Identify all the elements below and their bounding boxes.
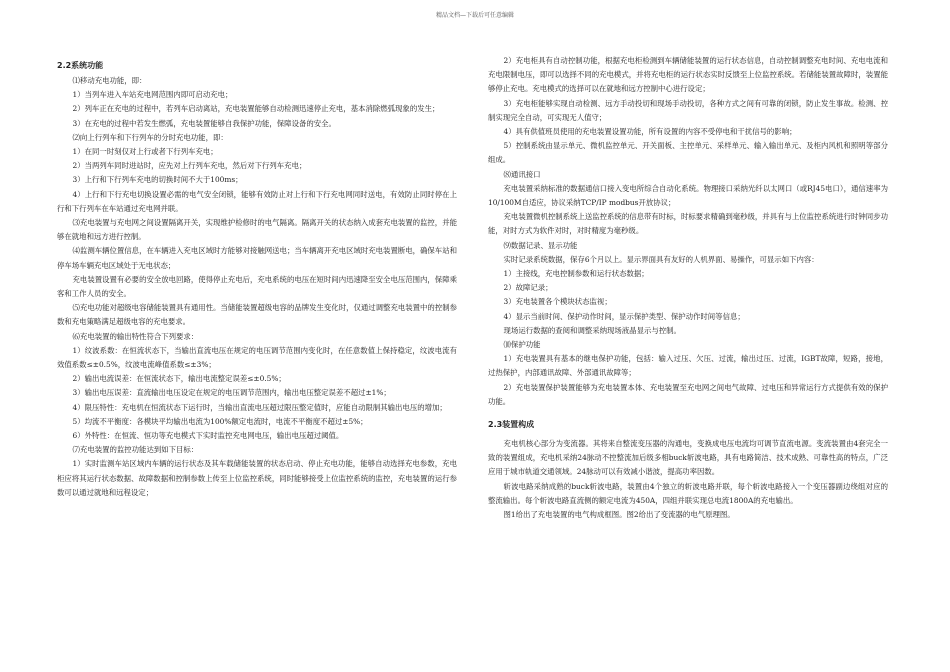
paragraph: 现场运行数据的查阅和调整采纳现场液晶显示与控制。 — [503, 325, 681, 335]
paragraph: ⑵向上行列车和下行列车的分时充电功能，即： — [72, 132, 228, 142]
paragraph: 3）在充电的过程中若发生燃弧，充电装置能够自我保护功能，保障设备的安全。 — [72, 118, 336, 128]
paragraph: 斩波电路采纳成熟的buck斩波电路，装置由4个独立的斩波电路并联，每个斩波电路接入一个变压器副边绕组对应的整流输出。每个斩波电路直流侧的额定电流为450A，四组并联实现总电流1800A的充电输出。 — [488, 481, 888, 505]
paragraph: 图1给出了充电装置的电气构成框图。图2给出了变流器的电气原理图。 — [503, 510, 735, 520]
paragraph: 3）输出电压误差：直流输出电压设定在规定的电压调节范围内，输出电压整定误差不超过±1%； — [72, 388, 391, 398]
paragraph: 2）输出电流误差：在恒流状态下，输出电流整定误差≤±0.5%； — [72, 374, 286, 384]
paragraph: ⑺充电装置的监控功能达到如下目标： — [72, 445, 199, 455]
paragraph: 5）控制系统由显示单元、微机监控单元、开关面板、主控单元、采样单元、输入输出单元、及柜内风机和照明等部分组成。 — [488, 141, 888, 165]
paragraph: 2）充电装置保护装置能够为充电装置本体、充电装置至充电网之间电气故障、过电压和异常运行方式提供有效的保护功能。 — [488, 382, 888, 406]
paragraph: 1）当列车进入车站充电网范围内即可启动充电； — [72, 90, 233, 100]
paragraph: 充电装置微机控制系统上送监控系统的信息带有时标，时标要求精确到毫秒级，并具有与上位监控系统进行时钟同步功能，对时方式为软件对时，对时精度为毫秒级。 — [488, 212, 888, 236]
left-column — [57, 58, 457, 500]
paragraph: ⑶充电装置与充电网之间设置隔离开关，实现维护检修时的电气隔离。隔离开关的状态纳入成套充电装置的监控，并能够在就地和远方进行控制。 — [57, 218, 457, 242]
paragraph: ⑼数据记录、显示功能 — [503, 240, 578, 250]
page-header: 精品文档—下载后可任意编辑 — [435, 12, 514, 19]
paragraph: 充电机核心部分为变流器。其将来自整流变压器的沟通电，变换成电压电流均可调节直流电源。变流装置由4套完全一致的装置组成，充电机采纳24脉动不控整流加后级多相buck斩波电路，具有电路简洁、技术成熟、可靠性高的特点，广泛应用于城市轨道交通领域。24脉动可以有效减小谐波，提高功率因数。 — [488, 439, 888, 477]
paragraph: 充电装置设置有必要的安全放电回路，使得停止充电后，充电系统的电压在短时间内迅速降至安全电压范围内，保障乘客和工作人员的安全。 — [57, 274, 457, 299]
paragraph: ⑷监测车辆位置信息，在车辆进入充电区域时方能够对接触网送电；当车辆离开充电区域时充电装置断电，确保车站和停车场车辆充电区域处于无电状态； — [57, 246, 457, 270]
paragraph: ⑻通讯接口 — [503, 169, 541, 179]
paragraph: 4）上行和下行充电切换设置必需的电气安全闭锁，能够有效防止对上行和下行充电网同时送电，有效防止同时停在上行和下行列车在车站通过充电网并联。 — [57, 189, 457, 213]
paragraph: 1）充电装置具有基本的继电保护功能，包括：输入过压、欠压、过流，输出过压、过流，IGBT故障，短路，接地，过热保护，内部通讯故障、外部通讯故障等； — [488, 354, 888, 378]
paragraph: 6）外特性：在恒流、恒功等充电模式下实时监控充电网电压，输出电压超过阈值。 — [72, 431, 344, 441]
paragraph: 充电装置采纳标准的数据通信口接入变电所综合自动化系统。物理接口采纳光纤以太网口（或RJ45电口），通信速率为10/100M自适应，协议采纳TCP/IP modbus开放协议； — [488, 183, 888, 208]
paragraph: 2）故障记录； — [503, 283, 553, 293]
paragraph: ⑹充电装置的输出特性符合下列要求： — [72, 331, 199, 341]
paragraph: 4）限压特性：充电机在恒流状态下运行时，当输出直流电压超过限压整定值时，应能自动限制其输出电压的增加； — [72, 402, 447, 412]
paragraph: 2）当两列车同时进站时，应先对上行列车充电，然后对下行列车充电； — [72, 161, 307, 171]
paragraph: 1）在同一时刻仅对上行或者下行列车充电； — [72, 147, 218, 157]
paragraph: 3）上行和下行列车充电的切换时间不大于100ms； — [72, 175, 243, 185]
right-column — [488, 54, 888, 522]
paragraph: ⑴移动充电功能，即： — [72, 76, 147, 85]
paragraph: 3）充电装置各个模块状态监视； — [503, 297, 612, 307]
section-heading-device-composition: 2.3装置构成 — [488, 420, 535, 430]
paragraph: 3）充电柜能够实现自动检测、远方手动投切和现场手动投切，各种方式之间有可靠的闭锁，防止发生事故。检测、控制实现完全自动，可实现无人值守； — [488, 98, 888, 122]
paragraph: 2）列车正在充电的过程中，若列车启动离站，充电装置能够自动检测迅速停止充电，基本消除燃弧现象的发生； — [72, 104, 440, 114]
section-heading-system-functions: 2.2系统功能 — [57, 61, 104, 70]
paragraph: 实时记录系统数据，保存6个月以上。显示界面具有友好的人机界面、易操作，可显示如下内容： — [503, 254, 819, 264]
paragraph: 2）充电柜具有自动控制功能，根据充电柜检测到车辆储能装置的运行状态信息，自动控制调整充电时间、充电电流和充电限制电压，即可以选择不同的充电模式，并将充电柜的运行状态实时反馈至上位监控系统。若储能装置故障时，装置能够停止充电。充电模式的选择可以在就地和远方控制中心进行设定； — [488, 56, 888, 94]
paragraph: 1）主接线，充电控制参数和运行状态数据； — [503, 269, 649, 279]
paragraph: 4）显示当前时间、保护动作时间，显示保护类型、保护动作时间等信息； — [503, 311, 745, 321]
paragraph: 4）具有供值班员使用的充电装置设置功能，所有设置的内容不受停电和干扰信号的影响； — [503, 127, 797, 137]
paragraph: 1）纹波系数：在恒流状态下，当输出直流电压在规定的电压调节范围内变化时，在任意数值上保持稳定，纹波电流有效值系数≤±0.5%，纹波电流峰值系数≤±3%； — [57, 345, 457, 370]
paragraph: 1）实时监测车站区域内车辆的运行状态及其车载储能装置的状态启动、停止充电功能，能够自动选择充电参数，充电柜应将其运行状态数据、故障数据和控制参数上传至上位监控系统，同时能够接受上位监控系统的监控，充电装置的运行参数可以通过就地和远程设定； — [57, 459, 457, 497]
paragraph: ⑽保护功能 — [503, 340, 541, 350]
paragraph: 5）均流不平衡度：各模块平均输出电流为100%额定电流时，电流不平衡度不超过±5%； — [72, 416, 368, 426]
paragraph: ⑸充电功能对超级电容储能装置具有通用性。当储能装置超级电容的品牌发生变化时，仅通过调整充电装置中的控制参数和充电策略满足超级电容的充电要求。 — [57, 303, 457, 327]
